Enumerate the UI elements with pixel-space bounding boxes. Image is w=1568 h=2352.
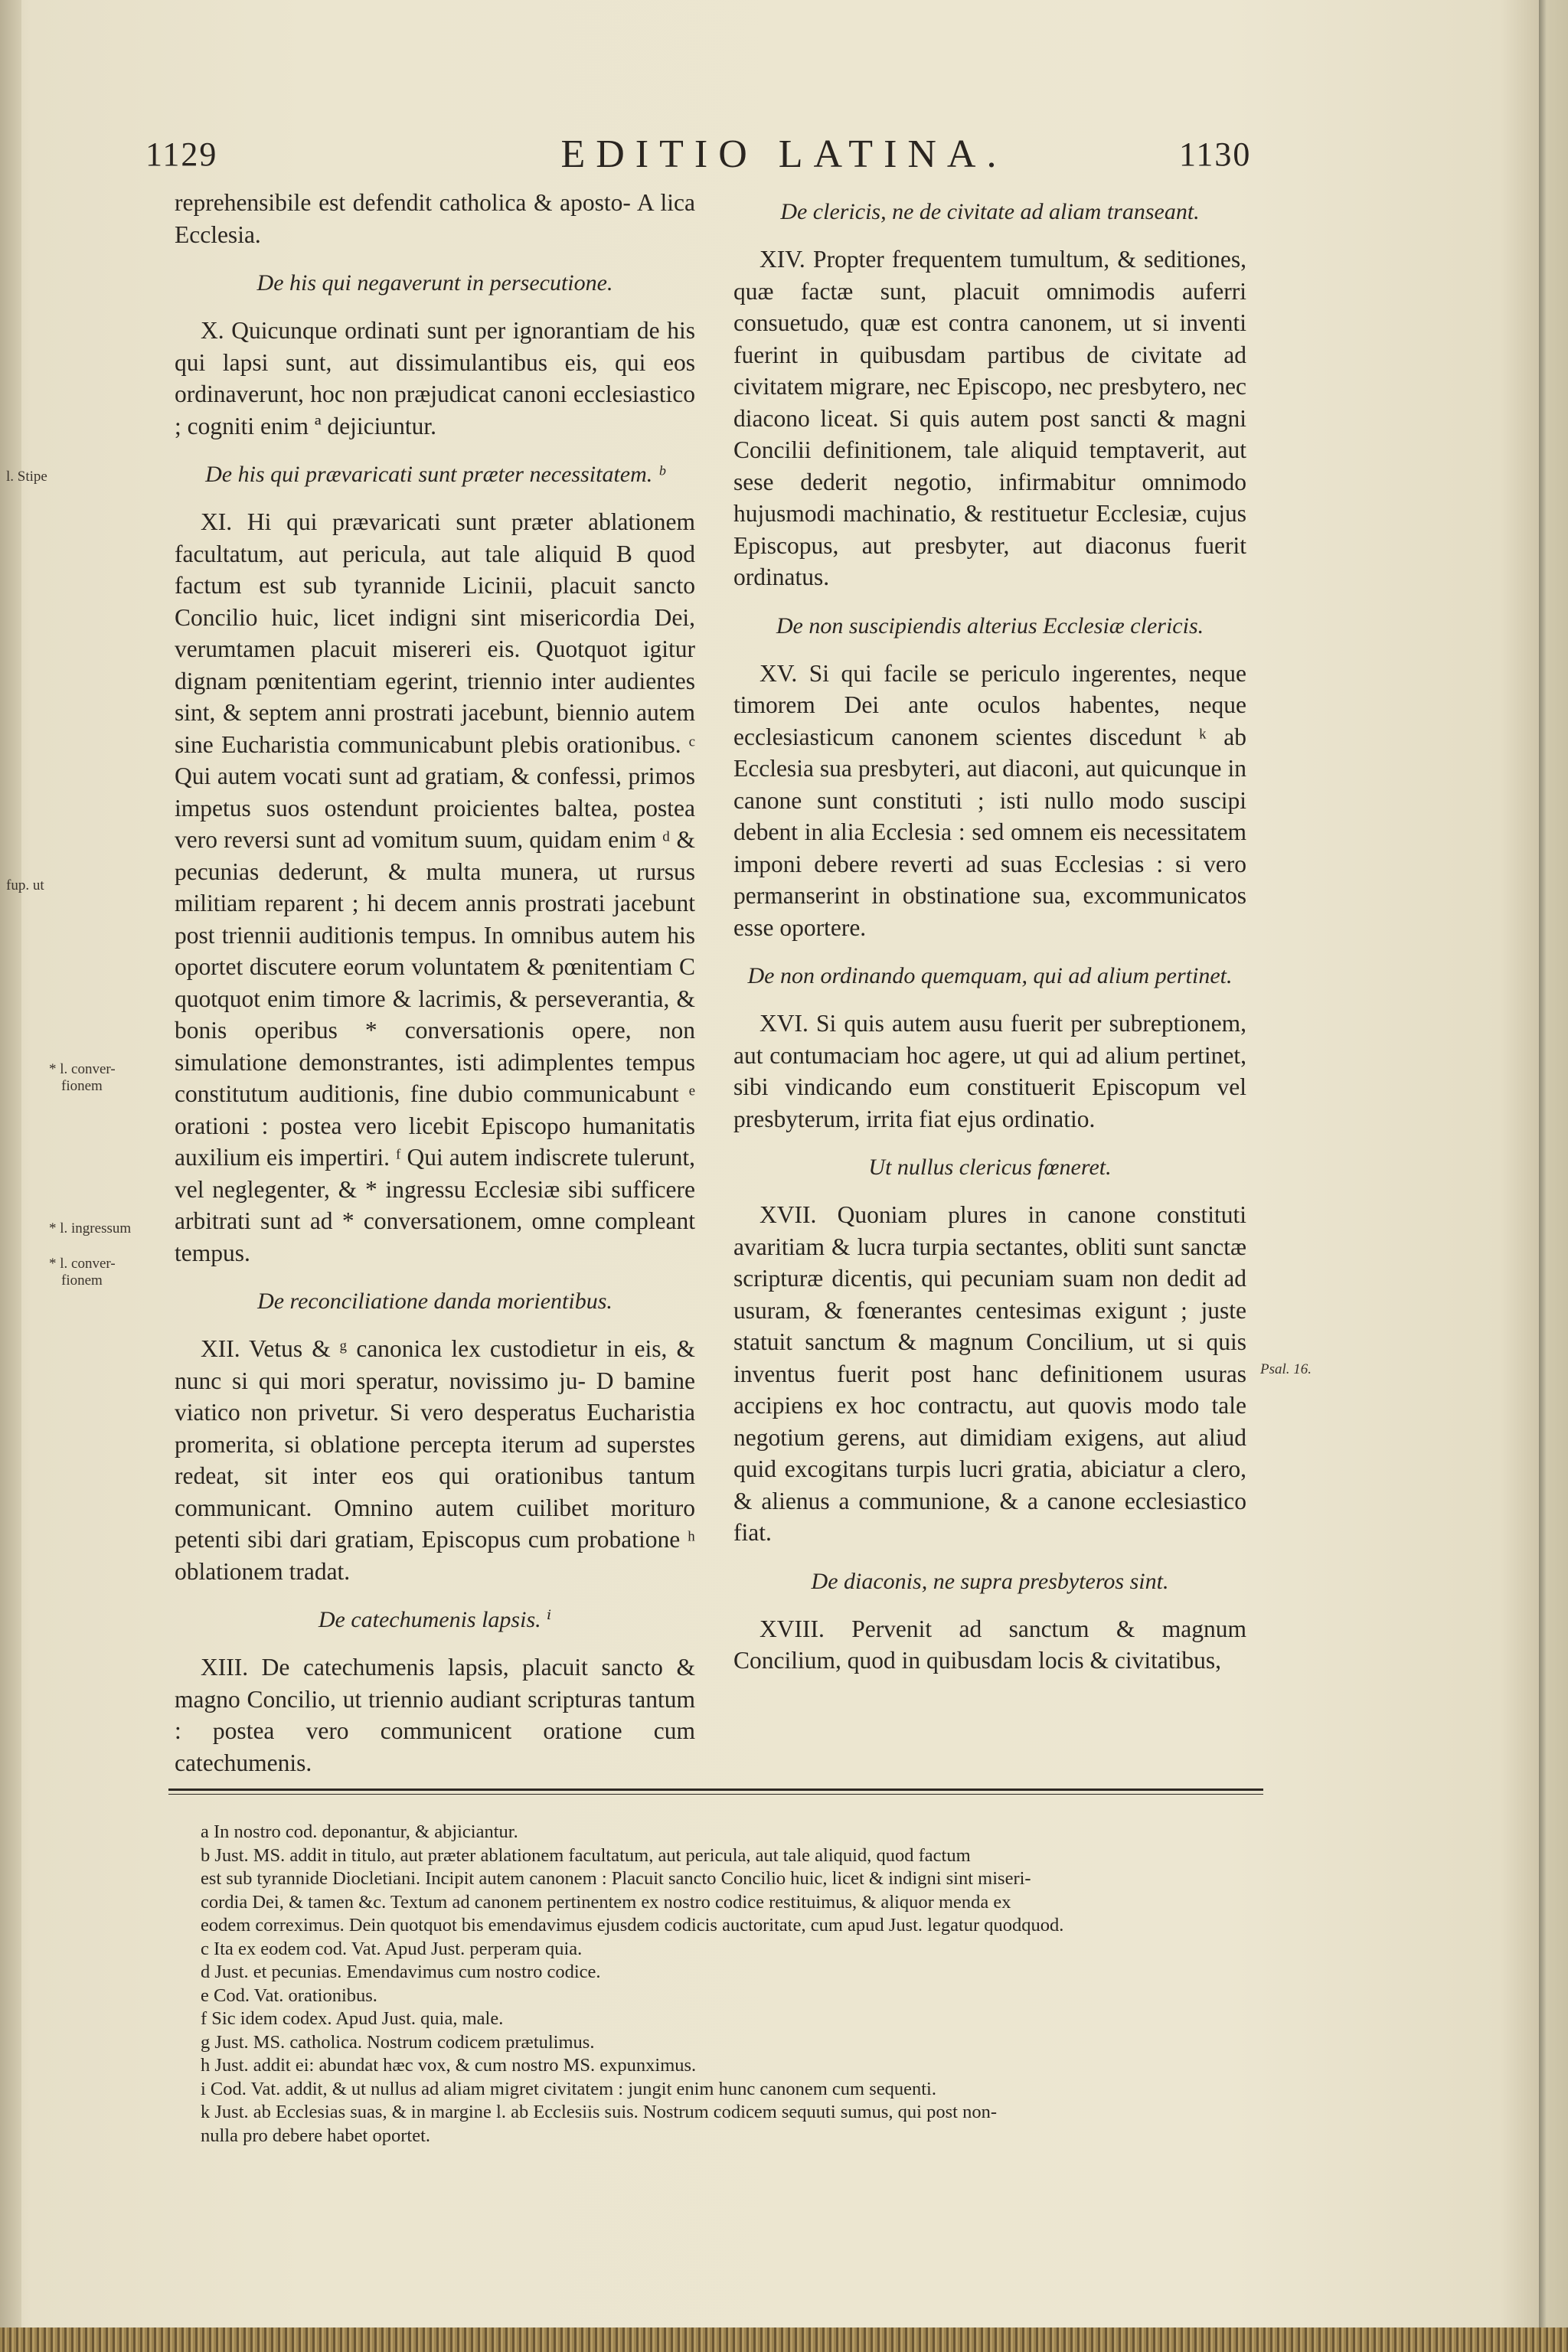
book-spine-shadow [0,0,21,2328]
footnote-rule-thin [168,1794,1263,1795]
heading-canon-16: De non ordinando quemquam, qui ad alium pertinet. [747,963,1233,988]
footnote-line: d Just. et pecunias. Emendavimus cum nostro codice. [201,1962,601,1982]
heading-canon-18: De diaconis, ne supra presbyteros sint. [811,1568,1169,1594]
footnote-line: e Cod. Vat. orationibus. [201,1984,377,2006]
canon-13: XIII. De catechumenis lapsis, placuit sancto & magno Concilio, ut triennio audiant scripturas tantum : postea vero communicent oratione cum catechumenis. [175,1654,695,1776]
left-column [175,187,695,1786]
margin-note-stipe: l. Stipe [6,469,47,485]
canon-10: X. Quicunque ordinati sunt per ignorantiam de his qui lapsi sunt, aut dissimulantibus eis, qui eos ordinaverunt, hoc non præjudicat canoni ecclesiastico ; cogniti enim ª dejiciuntur. [175,317,695,439]
footnote-line: h Just. addit ei: abundat hæc vox, & cum nostro MS. expunximus. [201,2055,697,2076]
page-edge-bottom [0,2328,1568,2352]
margin-note-conversionem-1: * l. conver- fionem [49,1061,116,1094]
heading-canon-15: De non suscipiendis alterius Ecclesiæ clericis. [776,612,1204,639]
footnote-line: b Just. MS. addit in titulo, aut præter ablationem facultatum, aut pericula, aut tale aliquid, quod factum [201,1844,971,1866]
page-edge-right [1539,0,1568,2352]
margin-note-psalm: Psal. 16. [1260,1361,1312,1377]
page-number-right: 1130 [1179,136,1252,173]
running-title: EDITIO LATINA. [560,132,1008,176]
margin-note-sup: fup. ut [6,877,44,893]
page-number-left: 1129 [145,136,218,173]
footnote-line: c Ita ex eodem cod. Vat. Apud Just. perperam quia. [201,1938,583,1959]
footnote-line: a In nostro cod. deponantur, & abjiciantur. [201,1821,518,1842]
footnote-line: g Just. MS. catholica. Nostrum codicem prætulimus. [201,2031,595,2053]
canon-14: XIV. Propter frequentem tumultum, & seditiones, quæ factæ sunt, placuit omnimodis auferri consuetudo, quæ est contra canonem, ut si inventi fuerint in quibusdam partibus de civitate ad civitatem migrare, nec Episcopo, nec presbytero, nec diacono liceat. Si quis autem post sancti & magni Concilii definitionem, tale aliquid temptaverit, aut sese dederit negotio, infirmabitur omnimodo hujusmodi machinatio, & restituetur Ecclesiæ, cujus Episcopus, aut presbyter, aut diaconus fuerit ordinatus. [733,246,1246,590]
footnote-line: f Sic idem codex. Apud Just. quia, male. [201,2008,504,2029]
footnote-line: nulla pro debere habet oportet. [201,2125,431,2146]
footnote-line: cordia Dei, & tamen &c. Textum ad canonem pertinentem ex nostro codice restituimus, & aliquor menda ex [201,1891,1011,1913]
canon-18: XVIII. Pervenit ad sanctum & magnum Concilium, quod in quibusdam locis & civitatibus, [733,1615,1246,1674]
paragraph-continuation: reprehensibile est defendit catholica & aposto- A lica Ecclesia. [175,189,695,248]
footnote-line: k Just. ab Ecclesias suas, & in margine l. ab Ecclesiis suis. Nostrum codicem sequuti sumus, qui post non- [201,2102,997,2122]
canon-16: XVI. Si quis autem ausu fuerit per subreptionem, aut contumaciam hoc agere, ut qui ad alium pertinet, sibi vindicando eum constituerit Episcopum vel presbyterum, irrita fiat ejus ordinatio. [733,1010,1246,1132]
heading-canon-12: De reconciliatione danda morientibus. [257,1289,612,1314]
heading-canon-10: De his qui negaverunt in persecutione. [256,270,613,296]
footnote-line: eodem correximus. Dein quotquot bis emendavimus ejusdem codicis auctoritate, cum apud Just. legatur quodquod. [201,1915,1064,1936]
footnote-line: i Cod. Vat. addit, & ut nullus ad aliam migret civitatem : jungit enim hunc canonem cum sequenti. [201,2078,936,2099]
canon-11: XI. Hi qui prævaricati sunt præter ablationem facultatum, aut pericula, aut tale aliquid B quod factum est sub tyrannide Licinii, placuit sancto Concilio huic, licet indigni sint misericordia Dei, verumtamen placuit misereri eis. Quotquot igitur dignam pœnitentiam egerint, triennio inter audientes sint, & septem anni prostrati jacebunt, biennio autem sine Eucharistia communicabunt plebis orationibus. ᶜ Qui autem vocati sunt ad gratiam, & confessi, primos impetus suos ostendunt proicientes baltea, postea vero reversi sunt ad vomitum suum, quidam enim ᵈ & pecunias dederunt, & multa munera, ut rursus militiam reparent ; hi decem annis prostrati jacebunt post triennii auditionis tempus. In omnibus autem his oportet discutere eorum voluntatem & pœnitentiam C quotquot enim timore & lacrimis, & perseverantia, & bonis operibus * conversationis opere, non simulatione demonstrantes, isti adimplentes tempus constitutum auditionis, fine dubio communicabunt ᵉ orationi : postea vero licebit Episcopo humanitatis auxilium eis impertiri. ᶠ Qui autem indiscrete tulerunt, vel neglegenter, & * ingressu Ecclesiæ sibi sufficere arbitrati sunt ad * conversationem, omne compleant tempus. [175,508,695,1266]
canon-17: XVII. Quoniam plures in canone constituti avaritiam & lucra turpia sectantes, obliti sunt sanctæ scripturæ dicentis, qui pecuniam suam non dedit ad usuram, & fœnerantes centesimas exigunt ; juste statuit sanctum & magnum Concilium, ut si quis inventus fuerit post hanc definitionem usuras accipiens ex hoc contractu, aut quovis modo tale negotium gerens, aut dimidiam exigens, aut aliud quid excogitans turpis lucri gratia, abiciatur a clero, & alienus a communione, & a canone ecclesiastico fiat. [733,1201,1246,1546]
footnotes [201,1821,1272,2148]
footnote-rule [168,1788,1263,1791]
margin-note-ingressum: * l. ingressum [49,1220,132,1236]
canon-15: XV. Si qui facile se periculo ingerentes, neque timorem Dei ante oculos habentes, neque ecclesiasticum canonem scientes discedunt ᵏ ab Ecclesia sua presbyteri, aut diaconi, aut quicunque in canone sunt constituti ; isti nullo modo suscipi debent in alia Ecclesia : sed omnem eis necessitatem imponi debere reverti ad suas Ecclesias : si vero permanserint in obstinatione sua, excommunicatos esse oportere. [733,659,1246,941]
canon-12: XII. Vetus & ᵍ canonica lex custodietur in eis, & nunc si qui mori speratur, novissimo ju- D bamine viatico non privetur. Si vero desperatus Eucharistia promerita, si oblatione percepta iterum ad superstes redeat, sit inter eos qui orationibus tantum communicant. Omnino autem cuilibet morituro petenti sibi dari gratiam, Episcopus cum probatione ʰ oblationem tradat. [175,1335,695,1585]
heading-canon-11: De his qui prævaricati sunt præter necessitatem. ᵇ [205,462,665,487]
heading-canon-14: De clericis, ne de civitate ad aliam transeant. [780,199,1200,224]
heading-canon-17: Ut nullus clericus fœneret. [868,1155,1112,1180]
footnote-line: est sub tyrannide Diocletiani. Incipit autem canonem : Placuit sancto Concilio huic, licet & indigni sint miseri- [201,1868,1031,1889]
right-column [733,187,1246,1684]
heading-canon-13: De catechumenis lapsis. ⁱ [318,1607,552,1632]
margin-note-conversionem-2: * l. conver- fionem [49,1256,116,1289]
